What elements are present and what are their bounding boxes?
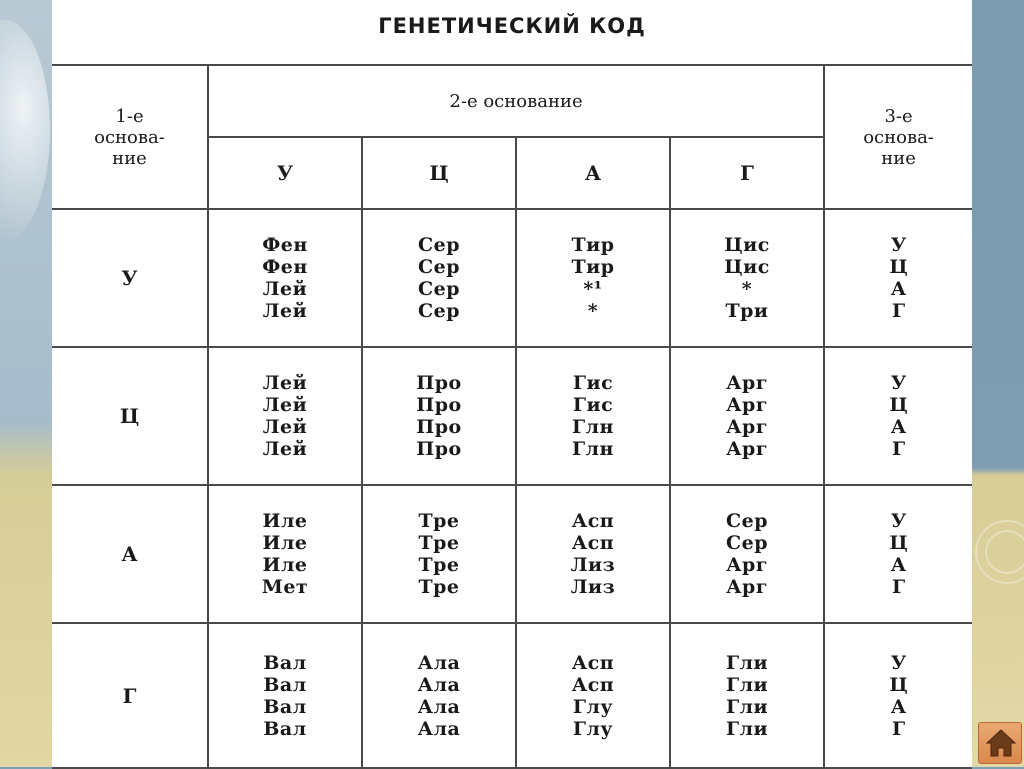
amino-acid: Гли xyxy=(725,717,769,740)
page-title: ГЕНЕТИЧЕСКИЙ КОД xyxy=(378,14,646,38)
amino-acid: Тре xyxy=(418,554,460,576)
second-base-col-a: А xyxy=(516,137,670,209)
table-row xyxy=(52,209,972,347)
amino-acid: Гли xyxy=(725,673,769,696)
amino-acid: Сер xyxy=(726,532,769,554)
amino-acid: Ала xyxy=(417,673,461,696)
amino-acid: Иле xyxy=(262,554,308,576)
amino-acid: Гис xyxy=(572,372,614,394)
amino-acid: Глу xyxy=(572,717,614,740)
amino-acid: Мет xyxy=(261,576,309,598)
codon-cell xyxy=(670,623,824,768)
codon-cell xyxy=(670,347,824,485)
third-base-header-line: ние xyxy=(881,147,916,169)
amino-acid: Сер xyxy=(418,300,460,322)
third-base-letter: Г xyxy=(891,576,906,598)
codon-cell xyxy=(208,209,362,347)
third-base-letter: Ц xyxy=(889,394,908,416)
amino-acid: Про xyxy=(416,438,462,460)
first-base-header-line: 1-е xyxy=(115,105,144,127)
amino-acid: Арг xyxy=(726,576,768,598)
amino-acid: Цис xyxy=(724,256,770,278)
amino-acid: Тир xyxy=(571,256,615,278)
amino-acid: Асп xyxy=(571,651,615,674)
codon-cell xyxy=(670,485,824,623)
codon-cell xyxy=(516,209,670,347)
amino-acid: Асп xyxy=(571,673,615,696)
amino-acid: Ала xyxy=(417,717,461,740)
codon-cell xyxy=(516,485,670,623)
first-base-header xyxy=(52,65,208,209)
amino-acid: Сер xyxy=(418,234,460,256)
amino-acid: Про xyxy=(416,416,462,438)
amino-acid: Гли xyxy=(725,651,769,674)
amino-acid: Арг xyxy=(726,438,768,460)
third-base-letter: У xyxy=(890,651,907,674)
first-base-cell: У xyxy=(52,209,208,347)
genetic-code-table xyxy=(52,64,972,769)
third-base-letter: А xyxy=(890,695,907,718)
codon-cell xyxy=(362,347,516,485)
amino-acid: Иле xyxy=(262,532,308,554)
first-base-cell: Ц xyxy=(52,347,208,485)
amino-acid: Глн xyxy=(572,438,614,460)
codon-cell xyxy=(516,347,670,485)
amino-acid: Три xyxy=(725,300,769,322)
stop-codon-marker: * xyxy=(587,300,599,322)
third-base-cell xyxy=(824,347,972,485)
amino-acid: Гли xyxy=(725,695,769,718)
amino-acid: Лиз xyxy=(570,576,616,598)
third-base-letter: Г xyxy=(891,300,906,322)
stop-codon-marker: *¹ xyxy=(583,278,603,300)
third-base-letter: Г xyxy=(891,438,906,460)
amino-acid: Лей xyxy=(262,394,308,416)
codon-cell xyxy=(670,209,824,347)
amino-acid: Асп xyxy=(571,532,615,554)
amino-acid: Лей xyxy=(262,372,308,394)
amino-acid: Сер xyxy=(418,278,460,300)
amino-acid: Сер xyxy=(726,510,769,532)
amino-acid: Гис xyxy=(572,394,614,416)
amino-acid: Лей xyxy=(262,300,308,322)
codon-cell xyxy=(362,485,516,623)
codon-cell xyxy=(208,485,362,623)
amino-acid: Тир xyxy=(571,234,615,256)
first-base-header-line: ние xyxy=(112,147,147,169)
third-base-cell xyxy=(824,209,972,347)
third-base-header-line: 3-е xyxy=(884,105,913,127)
amino-acid: Вал xyxy=(263,651,307,674)
amino-acid: Ала xyxy=(417,695,461,718)
amino-acid: Лей xyxy=(262,416,308,438)
decorative-ripple xyxy=(985,530,1024,574)
amino-acid: Фен xyxy=(262,234,308,256)
first-base-header-line: основа- xyxy=(94,126,165,148)
third-base-letter: Ц xyxy=(889,256,908,278)
third-base-letter: А xyxy=(890,416,907,438)
amino-acid: Асп xyxy=(571,510,615,532)
third-base-letter: Г xyxy=(891,717,906,740)
amino-acid: Лей xyxy=(262,278,308,300)
amino-acid: Иле xyxy=(262,510,308,532)
second-base-col-g: Г xyxy=(670,137,824,209)
amino-acid: Про xyxy=(416,372,462,394)
amino-acid: Тре xyxy=(418,510,460,532)
third-base-letter: У xyxy=(890,372,907,394)
amino-acid: Глн xyxy=(572,416,614,438)
first-base-cell: Г xyxy=(52,623,208,768)
third-base-letter: Ц xyxy=(889,673,908,696)
amino-acid: Вал xyxy=(263,695,307,718)
amino-acid: Арг xyxy=(726,416,768,438)
stop-codon-marker: * xyxy=(741,278,753,300)
codon-cell xyxy=(516,623,670,768)
third-base-cell xyxy=(824,623,972,768)
amino-acid: Арг xyxy=(726,394,768,416)
amino-acid: Про xyxy=(416,394,462,416)
amino-acid: Вал xyxy=(263,717,307,740)
first-base-cell: А xyxy=(52,485,208,623)
third-base-header-line: основа- xyxy=(863,126,934,148)
amino-acid: Ала xyxy=(417,651,461,674)
amino-acid: Лей xyxy=(262,438,308,460)
amino-acid: Глу xyxy=(572,695,614,718)
third-base-letter: У xyxy=(890,510,907,532)
third-base-letter: А xyxy=(890,278,907,300)
amino-acid: Вал xyxy=(263,673,307,696)
second-base-header: 2-е основание xyxy=(208,65,824,137)
third-base-letter: Ц xyxy=(889,532,908,554)
home-icon xyxy=(985,728,1017,758)
codon-cell xyxy=(362,623,516,768)
home-button[interactable] xyxy=(978,722,1022,764)
decorative-sphere xyxy=(0,20,50,240)
amino-acid: Фен xyxy=(262,256,308,278)
third-base-letter: А xyxy=(890,554,907,576)
background-left xyxy=(0,0,52,767)
amino-acid: Тре xyxy=(418,532,460,554)
third-base-letter: У xyxy=(890,234,907,256)
codon-cell xyxy=(208,623,362,768)
second-base-col-c: Ц xyxy=(362,137,516,209)
table-row xyxy=(52,485,972,623)
third-base-header xyxy=(824,65,972,209)
amino-acid: Сер xyxy=(418,256,460,278)
amino-acid: Арг xyxy=(726,554,768,576)
background-right xyxy=(972,0,1024,767)
document-sheet xyxy=(52,0,972,767)
amino-acid: Цис xyxy=(724,234,770,256)
amino-acid: Лиз xyxy=(570,554,616,576)
amino-acid: Арг xyxy=(726,372,768,394)
table-row xyxy=(52,347,972,485)
amino-acid: Тре xyxy=(418,576,460,598)
second-base-col-u: У xyxy=(208,137,362,209)
codon-cell xyxy=(362,209,516,347)
table-row xyxy=(52,623,972,768)
codon-cell xyxy=(208,347,362,485)
third-base-cell xyxy=(824,485,972,623)
